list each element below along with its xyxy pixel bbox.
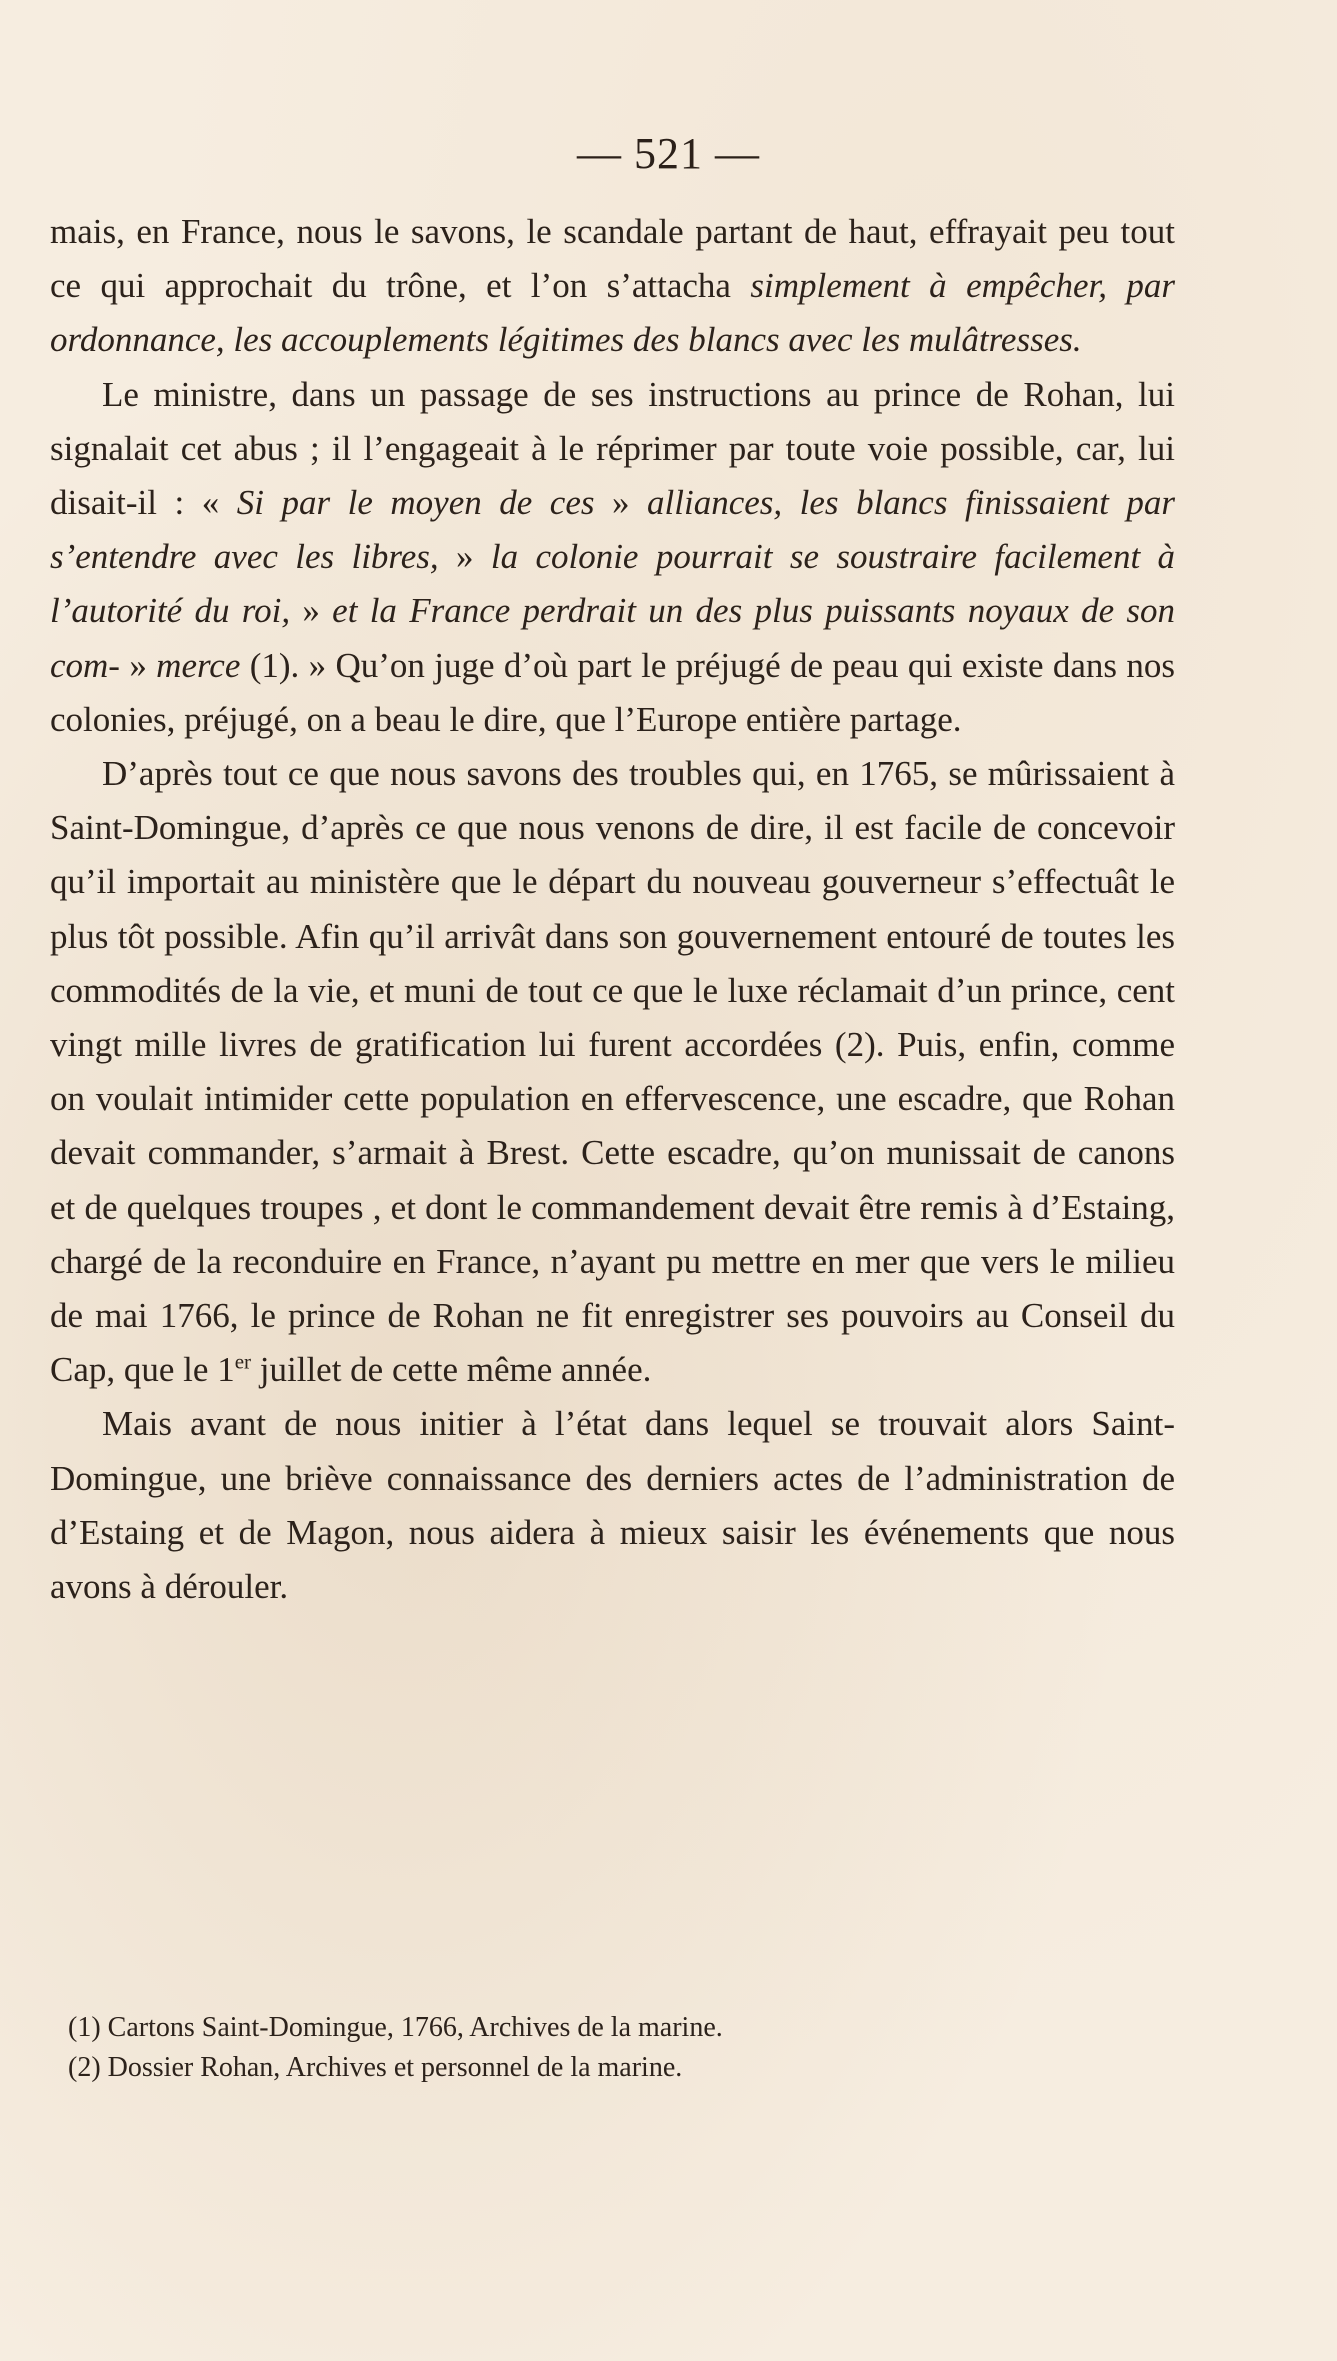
paragraph-3-text-2: juillet de cette même année.: [251, 1350, 652, 1390]
paragraph-2-italic-4: et la France perdrait un des plus puissants noyaux de son com-: [50, 591, 1176, 685]
paragraph-3-ordinal-sup: er: [234, 1349, 252, 1374]
footnote-1: (1) Cartons Saint-Domingue, 1766, Archives de la marine.: [68, 2012, 723, 2043]
paragraph-1: [50, 205, 1175, 368]
paragraph-3-text-1: D’après tout ce que nous savons des troubles qui, en 1765, se mûrissaient à Saint-Domingue, d’après ce que nous venons de dire, il est facile de concevoir qu’il importait au ministère que le départ du nouveau gouverneur s’effectuât le plus tôt possible. Afin qu’il arrivât dans son gouvernement entouré de toutes les commodités de la vie, et muni de tout ce que le luxe réclamait d’un prince, cent vingt mille livres de gratification lui furent accordées (2). Puis, enfin, comme on voulait intimider cette population en effervescence, une escadre, que Rohan devait commander, s’armait à Brest. Cette escadre, qu’on munissait de canons et de quelques troupes , et dont le commandement devait être remis à d’Estaing, chargé de la reconduire en France, n’ayant pu mettre en mer que vers le milieu de mai 1766, le prince de Rohan ne fit enregistrer ses pouvoirs au Conseil du Cap, que le: [50, 754, 1175, 1390]
paragraph-2-italic-3: la colonie pourrait se soustraire facilement à l’autorité du roi,: [50, 537, 1176, 631]
paragraph-2-quote-mark-4: »: [119, 645, 157, 685]
paragraph-4: [50, 1397, 1175, 1614]
footnote-2: (2) Dossier Rohan, Archives et personnel de la marine.: [68, 2052, 683, 2083]
page-number: — 521 —: [577, 129, 760, 178]
paragraph-3-date-number: 1: [217, 1350, 235, 1390]
paragraph-2-italic-1: Si par le moyen de ces: [236, 483, 595, 523]
paragraph-2-italic-5: merce: [156, 645, 241, 685]
body-text: [50, 205, 1175, 1614]
paragraph-2-quote-mark-2: »: [438, 537, 491, 577]
paragraph-2-text-1: Le ministre, dans un passage de ses instructions au prince de Rohan, lui signalait cet abus ; il l’engageait à le réprimer par toute voie possible, car, lui disait-il : «: [50, 374, 1175, 523]
paragraph-2: [50, 368, 1175, 747]
paragraph-2-quote-mark-3: »: [290, 591, 333, 631]
paragraph-4-text-1: Mais avant de nous initier à l’état dans lequel se trouvait alors Saint-Domingue, une briève connaissance des derniers actes de l’administration de d’Estaing et de Magon, nous aidera à mieux saisir les événements que nous avons à dérouler.: [50, 1404, 1175, 1607]
paragraph-1-italic-1: simplement à empêcher, par ordonnance, les accouplements légitimes des blancs avec les mulâtresses.: [50, 266, 1175, 360]
footnotes: [68, 2008, 1168, 2088]
paragraph-1-text-1: mais, en France, nous le savons, le scandale partant de haut, effrayait peu tout ce qui approchait du trône, et l’on s’attacha: [50, 212, 1175, 306]
paragraph-2-text-2: (1). » Qu’on juge d’où part le préjugé de peau qui existe dans nos colonies, préjugé, on a beau le dire, que l’Europe entière partage.: [50, 645, 1175, 739]
paragraph-2-italic-2: alliances, les blancs finissaient par s’entendre avec les libres,: [50, 483, 1176, 577]
paragraph-2-quote-mark-1: »: [594, 483, 648, 523]
paragraph-3: [50, 747, 1175, 1397]
